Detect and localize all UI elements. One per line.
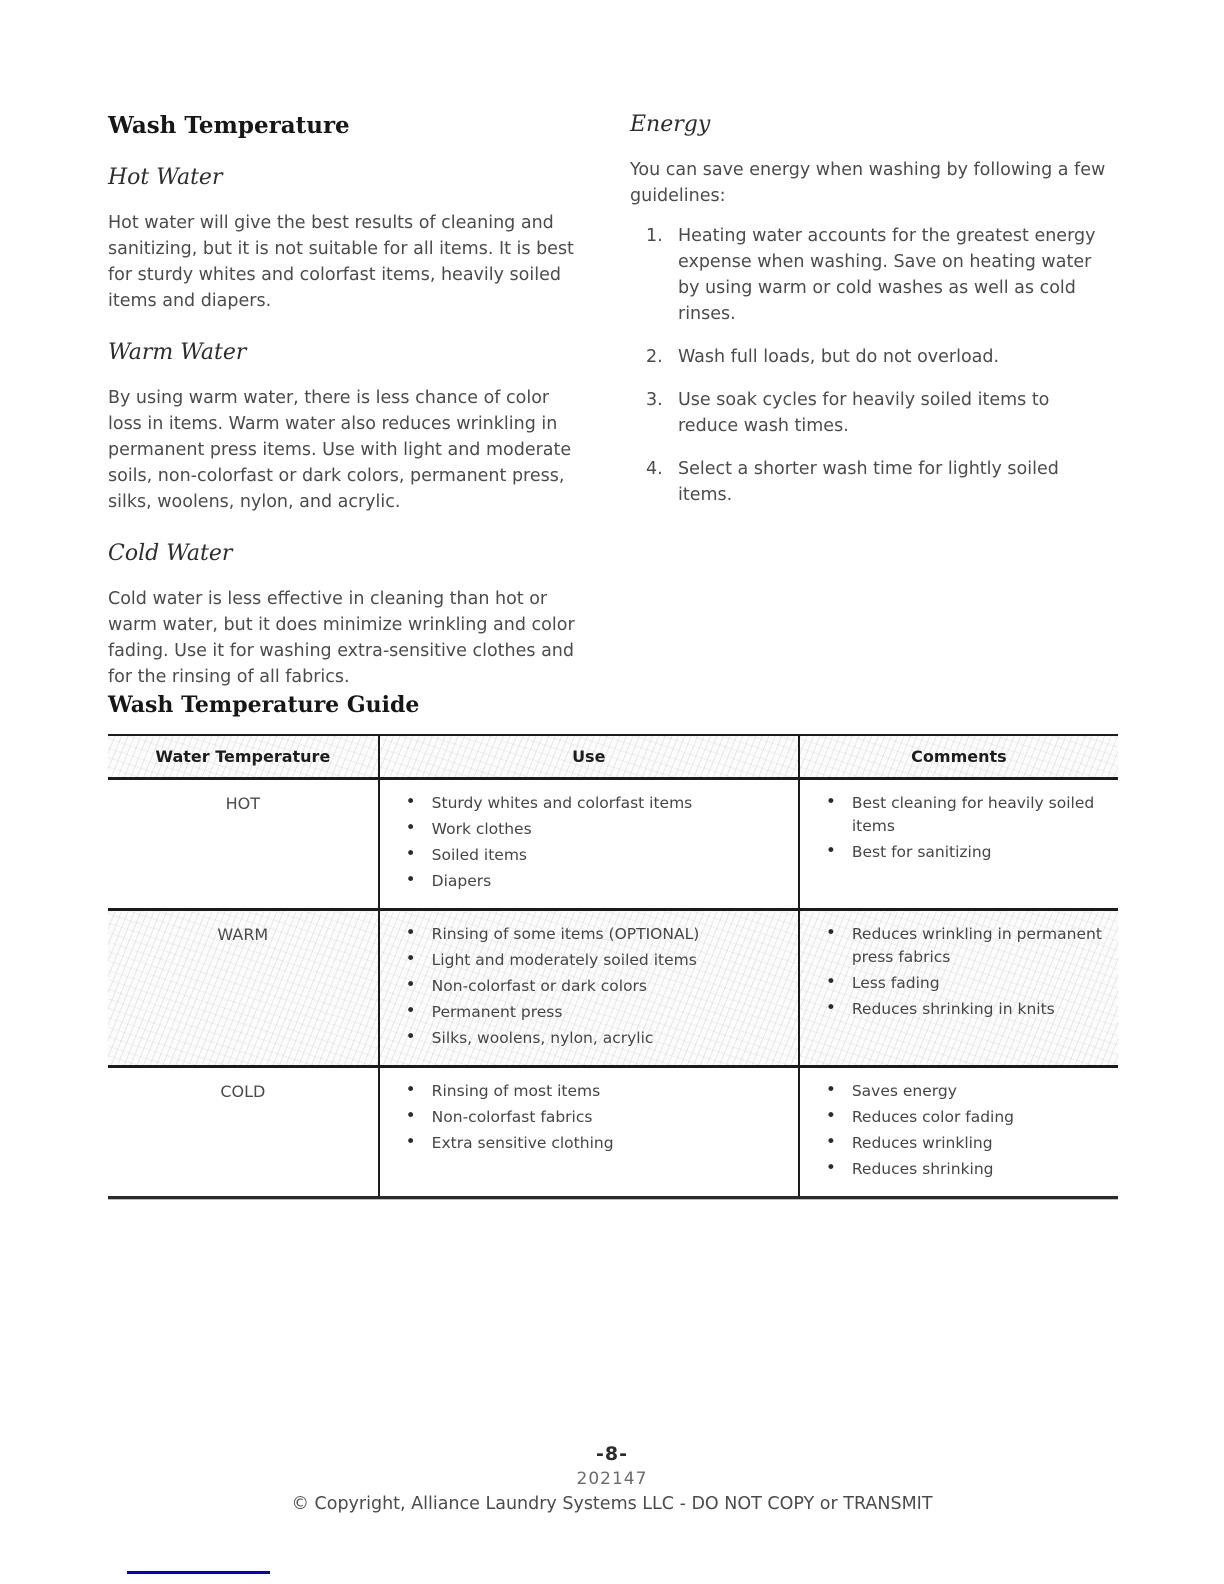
bullet-item: • Reduces shrinking in knits <box>800 998 1108 1021</box>
column-header-comments: Comments <box>799 735 1118 779</box>
bullet-item: • Extra sensitive clothing <box>380 1132 788 1155</box>
page-title: Wash Temperature <box>108 112 350 139</box>
energy-guideline-item: Select a shorter wash time for lightly soiled items. <box>678 459 1059 505</box>
comments-cell-warm <box>799 910 1118 1067</box>
bullet-item: • Saves energy <box>800 1080 1108 1103</box>
cold-water-heading: Cold Water <box>108 541 233 566</box>
bullet-item: • Reduces color fading <box>800 1106 1108 1129</box>
comments-list-cold <box>800 1080 1108 1181</box>
guide-header-row <box>108 735 1118 779</box>
bullet-item: • Best cleaning for heavily soiled items <box>800 792 1108 838</box>
energy-heading: Energy <box>630 112 711 137</box>
temp-cell-cold: COLD <box>220 1082 266 1101</box>
hot-water-heading: Hot Water <box>108 165 223 190</box>
bullet-item: • Non-colorfast fabrics <box>380 1106 788 1129</box>
bullet-item: • Permanent press <box>380 1001 788 1024</box>
cold-water-paragraph: Cold water is less effective in cleaning than hot or warm water, but it does minimize wrinkling and color fading. Use it for washing extra-sensitive clothes and for the rinsing of all fabrics. <box>108 589 575 687</box>
use-cell-cold <box>379 1067 799 1198</box>
bullet-item: • Less fading <box>800 972 1108 995</box>
use-list-cold <box>380 1080 788 1155</box>
bullet-item: • Best for sanitizing <box>800 841 1108 864</box>
energy-guideline-item: Wash full loads, but do not overload. <box>678 347 1000 367</box>
bullet-item: • Non-colorfast or dark colors <box>380 975 788 998</box>
page-footer <box>0 1443 1224 1514</box>
warm-water-heading: Warm Water <box>108 340 247 365</box>
column-header-use: Use <box>379 735 799 779</box>
bullet-item: • Rinsing of most items <box>380 1080 788 1103</box>
guide-title: Wash Temperature Guide <box>108 692 420 718</box>
use-cell-warm <box>379 910 799 1067</box>
energy-guideline-item: Heating water accounts for the greatest energy expense when washing. Save on heating water by using warm or cold washes as well as cold rinses. <box>678 226 1096 324</box>
comments-cell-cold <box>799 1067 1118 1198</box>
use-list-warm <box>380 923 788 1050</box>
bullet-item: • Reduces wrinkling in permanent press fabrics <box>800 923 1108 969</box>
column-header-water-temperature: Water Temperature <box>108 735 379 779</box>
copyright-notice: © Copyright, Alliance Laundry Systems LLC - DO NOT COPY or TRANSMIT <box>291 1494 933 1514</box>
warm-water-paragraph: By using warm water, there is less chance of color loss in items. Warm water also reduces wrinkling in permanent press items. Use with light and moderate soils, non-colorfast or dark colors, permanent press, silks, woolens, nylon, and acrylic. <box>108 388 572 512</box>
energy-intro: You can save energy when washing by following a few guidelines: <box>630 160 1106 206</box>
bullet-item: • Soiled items <box>380 844 788 867</box>
use-cell-hot <box>379 779 799 910</box>
wash-temperature-column <box>108 112 588 696</box>
hot-water-paragraph: Hot water will give the best results of cleaning and sanitizing, but it is not suitable for all items. It is best for sturdy whites and colorfast items, heavily soiled items and diapers. <box>108 213 574 311</box>
bullet-item: • Diapers <box>380 870 788 893</box>
temp-cell-hot: HOT <box>225 794 261 813</box>
energy-column <box>630 112 1112 525</box>
use-list-hot <box>380 792 788 893</box>
footer-link-underline[interactable] <box>127 1571 270 1574</box>
comments-cell-hot <box>799 779 1118 910</box>
bullet-item: • Light and moderately soiled items <box>380 949 788 972</box>
energy-guideline-item: Use soak cycles for heavily soiled items to reduce wash times. <box>678 390 1050 436</box>
bullet-item: • Sturdy whites and colorfast items <box>380 792 788 815</box>
page-number: -8- <box>596 1443 628 1465</box>
comments-list-hot <box>800 792 1108 864</box>
bullet-item: • Rinsing of some items (OPTIONAL) <box>380 923 788 946</box>
table-row-warm <box>108 910 1118 1067</box>
bullet-item: • Reduces shrinking <box>800 1158 1108 1181</box>
guide-table <box>108 734 1118 1199</box>
wash-temperature-guide-section <box>108 692 1118 1199</box>
table-row-cold <box>108 1067 1118 1198</box>
document-number: 202147 <box>576 1469 648 1489</box>
bullet-item: • Reduces wrinkling <box>800 1132 1108 1155</box>
table-row-hot <box>108 779 1118 910</box>
energy-guidelines-list <box>630 223 1112 508</box>
temp-cell-warm: WARM <box>108 910 379 1067</box>
bullet-item: • Work clothes <box>380 818 788 841</box>
bullet-item: • Silks, woolens, nylon, acrylic <box>380 1027 788 1050</box>
comments-list-warm <box>800 923 1108 1021</box>
